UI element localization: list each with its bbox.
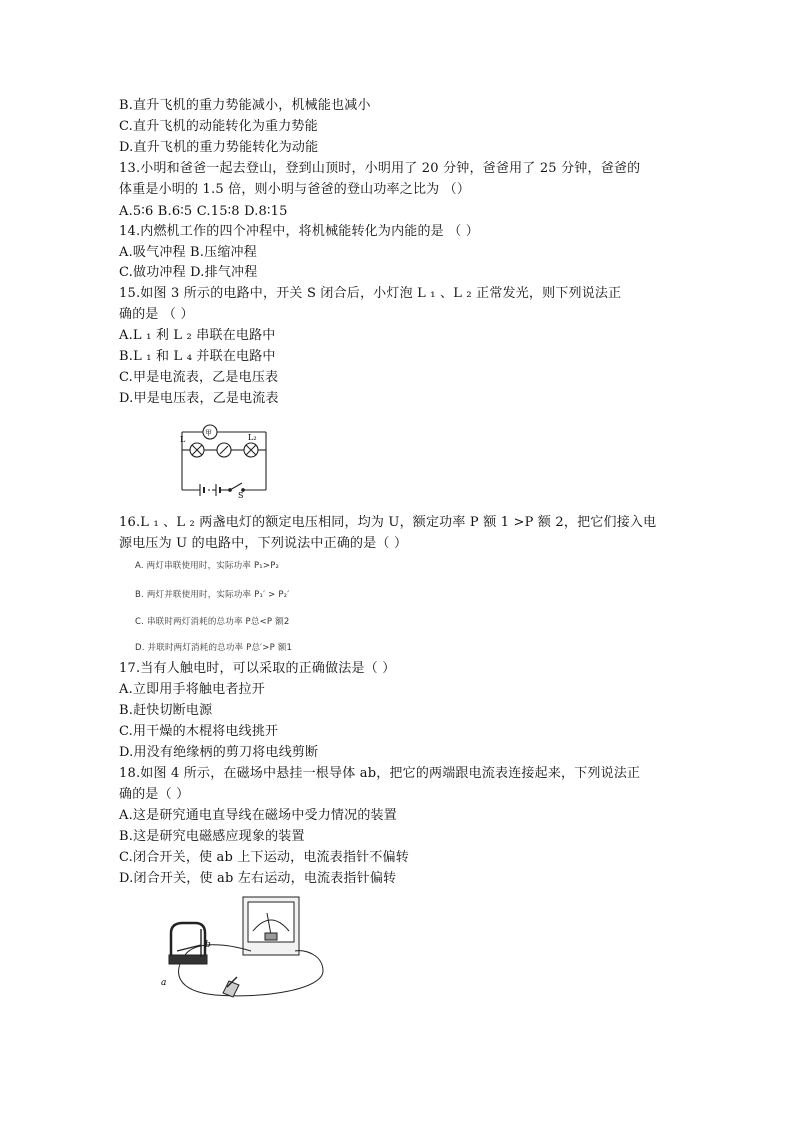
q16-stem-line1: 16.L ₁ 、L ₂ 两盏电灯的额定电压相同，均为 U，额定功率 P 额 1 >P 额 2，把它们接入电 [119,515,657,530]
q16-option-c: C. 串联时两灯消耗的总功率 P总<P 额2 [135,617,290,627]
q18-option-d: D.闭合开关，使 ab 左右运动，电流表指针偏转 [119,871,397,886]
switch-s-label: S [238,491,244,498]
q17-stem: 17.当有人触电时，可以采取的正确做法是（ ） [119,661,396,676]
lamp-l1-label: L [180,435,186,444]
q15-option-d: D.甲是电压表，乙是电流表 [119,391,279,406]
figure-4-apparatus [155,893,335,1001]
figure-3-circuit [176,420,272,498]
q12-option-d: D.直升飞机的重力势能转化为动能 [119,140,319,155]
q15-stem-line1: 15.如图 3 所示的电路中，开关 S 闭合后，小灯泡 L ₁ 、L ₂ 正常发光，则下列说法正 [119,286,622,301]
label-b: b [205,940,211,950]
q13-options: A.5∶6 B.6∶5 C.15∶8 D.8∶15 [119,204,288,219]
q16-stem-line2: 源电压为 U 的电路中，下列说法中正确的是（ ） [119,536,408,551]
q17-option-b: B.赶快切断电源 [119,703,213,718]
q14-options-cd: C.做功冲程 D.排气冲程 [119,265,258,280]
q17-option-a: A.立即用手将触电者拉开 [119,682,265,697]
q16-option-a: A. 两灯串联使用时，实际功率 P₁>P₂ [135,561,280,571]
q16-option-d: D. 并联时两灯消耗的总功率 P总′>P 额1 [135,643,293,653]
q13-stem-line1: 13.小明和爸爸一起去登山，登到山顶时，小明用了 20 分钟，爸爸用了 25 分钟，爸爸的 [119,161,641,176]
label-a: a [161,978,167,988]
q18-stem-line1: 18.如图 4 所示，在磁场中悬挂一根导体 ab，把它的两端跟电流表连接起来，下列说法正 [119,766,641,781]
q17-option-c: C.用干燥的木棍将电线挑开 [119,724,279,739]
q18-option-b: B.这是研究电磁感应现象的装置 [119,829,305,844]
q17-option-d: D.用没有绝缘柄的剪刀将电线剪断 [119,745,319,760]
q13-stem-line2: 体重是小明的 1.5 倍，则小明与爸爸的登山功率之比为 （） [119,182,471,197]
q14-options-ab: A.吸气冲程 B.压缩冲程 [119,245,257,260]
q15-option-a: A.L ₁ 利 L ₂ 串联在电路中 [119,328,276,343]
q15-option-b: B.L ₁ 和 L ₄ 并联在电路中 [119,349,276,364]
q12-option-c: C.直升飞机的动能转化为重力势能 [119,119,318,134]
q15-stem-line2: 确的是 （ ） [119,307,194,322]
q18-option-a: A.这是研究通电直导线在磁场中受力情况的装置 [119,808,397,823]
q15-option-c: C.甲是电流表，乙是电压表 [119,370,279,385]
q14-stem: 14.内燃机工作的四个冲程中，将机械能转化为内能的是 （ ） [119,224,479,239]
q18-stem-line2: 确的是（ ） [119,787,190,802]
meter-jia-label: 甲 [205,429,212,437]
lamp-l2-label: L₂ [248,433,257,442]
magnet-icon [171,923,205,959]
q18-option-c: C.闭合开关，使 ab 上下运动，电流表指针不偏转 [119,850,409,865]
q12-option-b: B.直升飞机的重力势能减小，机械能也减小 [119,98,371,113]
q16-option-b: B. 两灯并联使用时，实际功率 P₁′ > P₂′ [135,590,290,600]
